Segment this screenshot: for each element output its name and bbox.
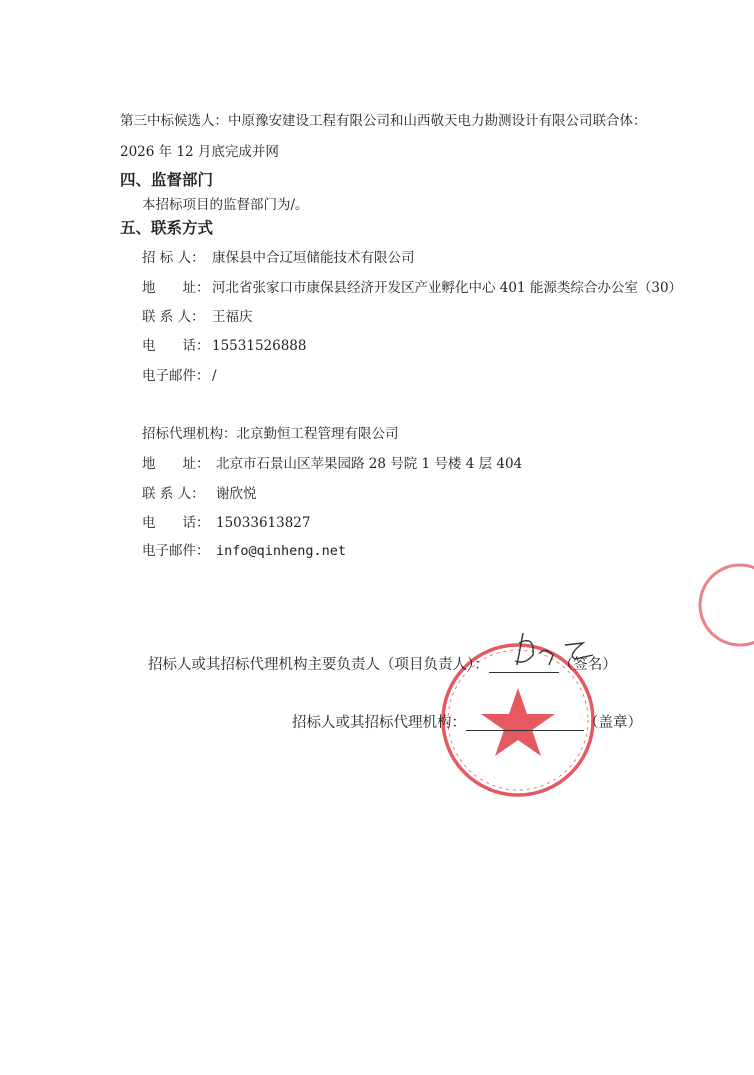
label: 招标人或其招标代理机构：: [292, 715, 466, 731]
value: 北京勤恒工程管理有限公司: [236, 426, 399, 442]
agency-address-row: [142, 452, 522, 472]
value: /: [212, 368, 217, 384]
tenderer-address-row: [142, 276, 682, 296]
section-4-heading: 四、监督部门: [120, 171, 214, 189]
agency-phone-row: [142, 511, 310, 531]
partial-seal-stamp: [680, 560, 754, 650]
value: 15531526888: [212, 338, 307, 354]
label: 电 话：: [142, 515, 210, 531]
label: 电子邮件：: [142, 368, 210, 384]
agency-name-row: [142, 422, 399, 442]
value: 河北省张家口市康保县经济开发区产业孵化中心 401 能源类综合办公室（30）: [212, 280, 683, 296]
label: 地 址：: [142, 280, 210, 296]
tenderer-email-row: [142, 364, 217, 384]
value: 北京市石景山区苹果园路 28 号院 1 号楼 4 层 404: [216, 456, 523, 472]
seal-field: [466, 716, 584, 731]
tenderer-name-row: [142, 246, 415, 266]
tenderer-phone-row: [142, 334, 306, 354]
tenderer-contact-row: [142, 305, 253, 325]
label: 招标人或其招标代理机构主要负责人（项目负责人）：: [148, 657, 489, 673]
label: 地 址：: [142, 456, 210, 472]
completion-text: 2026 年 12 月底完成并网: [120, 144, 279, 160]
signature-line: [148, 653, 617, 674]
agency-contact-row: [142, 482, 257, 502]
signature-field: [489, 658, 559, 673]
candidate-3-text: 第三中标候选人：中原豫安建设工程有限公司和山西敬天电力勘测设计有限公司联合体：: [120, 113, 647, 129]
value: 15033613827: [216, 515, 311, 531]
section-5-heading: 五、联系方式: [120, 219, 214, 237]
label: 联 系 人：: [142, 486, 205, 502]
section-4-text: 本招标项目的监督部门为/。: [142, 197, 309, 213]
label: 电子邮件：: [142, 543, 210, 559]
value: 王福庆: [212, 309, 253, 325]
value: 康保县中合辽垣储能技术有限公司: [212, 250, 415, 266]
label: 招 标 人：: [142, 250, 205, 266]
seal-line: [292, 711, 642, 732]
suffix: （签名）: [558, 657, 617, 673]
label: 电 话：: [142, 338, 210, 354]
label: 招标代理机构：: [142, 426, 237, 442]
label: 联 系 人：: [142, 309, 205, 325]
suffix: （盖章）: [584, 715, 642, 731]
agency-email-row: [142, 539, 346, 559]
value: info@qinheng.net: [216, 543, 347, 559]
value: 谢欣悦: [216, 486, 257, 502]
